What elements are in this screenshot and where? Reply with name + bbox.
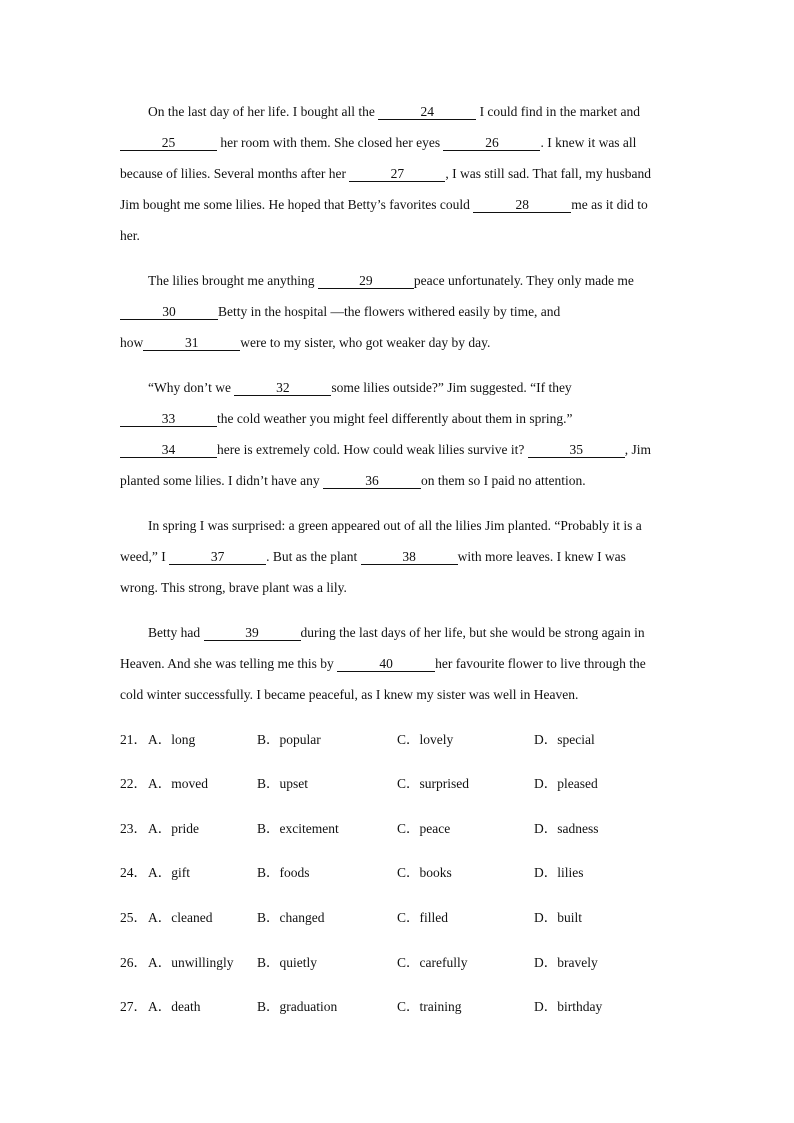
text: with more leaves. I knew I was xyxy=(457,549,626,564)
text: during the last days of her life, but she would be strong again in xyxy=(300,625,645,640)
blank-31: 31 xyxy=(143,336,240,351)
option-d: D．special xyxy=(534,732,595,747)
option-b: B．quietly xyxy=(257,955,317,970)
text: . But as the plant xyxy=(266,549,361,564)
blank-27: 27 xyxy=(349,167,445,182)
blank-24: 24 xyxy=(378,105,476,120)
paragraph-line xyxy=(120,442,651,458)
option-d: D．lilies xyxy=(534,865,584,880)
question-25 xyxy=(120,910,680,926)
question-number: 22． xyxy=(120,776,147,791)
text: the cold weather you might feel differently about them in spring.” xyxy=(217,411,573,426)
text: Betty had xyxy=(148,625,204,640)
paragraph-line xyxy=(148,273,634,289)
blank-30: 30 xyxy=(120,305,218,320)
text: , I was still sad. That fall, my husband xyxy=(445,166,652,181)
question-26 xyxy=(120,955,680,971)
paragraph-line xyxy=(148,380,572,396)
blank-32: 32 xyxy=(234,381,331,396)
paragraph-line xyxy=(120,580,347,596)
paragraph-line xyxy=(120,335,490,351)
text: On the last day of her life. I bought all the xyxy=(148,104,379,119)
text: me as it did to xyxy=(571,197,648,212)
text: peace unfortunately. They only made me xyxy=(413,273,634,288)
question-22 xyxy=(120,776,680,792)
text: Jim bought me some lilies. He hoped that Betty’s favorites could xyxy=(120,197,474,212)
text: . I knew it was all xyxy=(540,135,637,150)
option-c: C．lovely xyxy=(397,732,454,747)
text: her favourite flower to live through the xyxy=(435,656,646,671)
option-d: D．bravely xyxy=(534,955,598,970)
text: her. xyxy=(120,228,140,243)
question-number: 23． xyxy=(120,821,147,836)
paragraph-line xyxy=(120,304,560,320)
blank-25: 25 xyxy=(120,136,217,151)
paragraph-line xyxy=(120,166,651,182)
option-c: C．surprised xyxy=(397,776,469,791)
option-b: B．changed xyxy=(257,910,325,925)
option-a: A．pride xyxy=(148,821,199,836)
paragraph-line xyxy=(120,228,140,244)
blank-33: 33 xyxy=(120,412,217,427)
text: “Why don’t we xyxy=(148,380,235,395)
option-b: B．popular xyxy=(257,732,321,747)
blank-39: 39 xyxy=(204,626,301,641)
option-a: A．gift xyxy=(148,865,190,880)
text: on them so I paid no attention. xyxy=(420,473,586,488)
option-d: D．built xyxy=(534,910,583,925)
text: The lilies brought me anything xyxy=(148,273,318,288)
question-number: 21． xyxy=(120,732,147,747)
question-24 xyxy=(120,865,680,881)
option-b: B．excitement xyxy=(257,821,339,836)
text: here is extremely cold. How could weak lilies survive it? xyxy=(217,442,528,457)
option-c: C．peace xyxy=(397,821,451,836)
option-b: B．graduation xyxy=(257,999,338,1014)
option-b: B．upset xyxy=(257,776,309,791)
option-b: B．foods xyxy=(257,865,310,880)
text: were to my sister, who got weaker day by day. xyxy=(240,335,491,350)
question-number: 24． xyxy=(120,865,147,880)
text: some lilies outside?” Jim suggested. “If they xyxy=(331,380,572,395)
option-a: A．moved xyxy=(148,776,208,791)
paragraph-line xyxy=(120,135,636,151)
text: In spring I was surprised: a green appeared out of all the lilies Jim planted. “Probably it is a xyxy=(148,518,642,533)
option-d: D．sadness xyxy=(534,821,599,836)
blank-40: 40 xyxy=(337,657,435,672)
blank-28: 28 xyxy=(473,198,571,213)
text: cold winter successfully. I became peaceful, as I knew my sister was well in Heaven. xyxy=(120,687,579,702)
option-d: D．pleased xyxy=(534,776,598,791)
document-page xyxy=(120,0,680,1123)
paragraph-line xyxy=(148,625,645,641)
question-number: 26． xyxy=(120,955,147,970)
option-a: A．unwillingly xyxy=(148,955,234,970)
paragraph-line xyxy=(120,687,578,703)
blank-38: 38 xyxy=(361,550,458,565)
text: Heaven. And she was telling me this by xyxy=(120,656,338,671)
question-21 xyxy=(120,732,680,748)
text: her room with them. She closed her eyes xyxy=(217,135,444,150)
option-c: C．books xyxy=(397,865,452,880)
paragraph-line xyxy=(120,197,648,213)
option-c: C．carefully xyxy=(397,955,468,970)
text: planted some lilies. I didn’t have any xyxy=(120,473,323,488)
option-d: D．birthday xyxy=(534,999,603,1014)
blank-35: 35 xyxy=(528,443,625,458)
option-a: A．death xyxy=(148,999,201,1014)
paragraph-line xyxy=(148,518,642,534)
blank-29: 29 xyxy=(318,274,414,289)
question-number: 25． xyxy=(120,910,147,925)
paragraph-line xyxy=(120,411,573,427)
text: weed,” I xyxy=(120,549,170,564)
question-27 xyxy=(120,999,680,1015)
text: I could find in the market and xyxy=(476,104,641,119)
blank-26: 26 xyxy=(443,136,540,151)
paragraph-line xyxy=(120,549,626,565)
text: because of lilies. Several months after her xyxy=(120,166,350,181)
option-a: A．long xyxy=(148,732,196,747)
question-23 xyxy=(120,821,680,837)
text: , Jim xyxy=(624,442,652,457)
text: Betty in the hospital —the flowers withered easily by time, and xyxy=(218,304,561,319)
paragraph-line xyxy=(120,656,646,672)
paragraph-line xyxy=(120,473,586,489)
text: how xyxy=(120,335,144,350)
text: wrong. This strong, brave plant was a lily. xyxy=(120,580,347,595)
question-number: 27． xyxy=(120,999,147,1014)
paragraph-line xyxy=(148,104,640,120)
option-a: A．cleaned xyxy=(148,910,213,925)
option-c: C．training xyxy=(397,999,462,1014)
option-c: C．filled xyxy=(397,910,448,925)
blank-36: 36 xyxy=(323,474,421,489)
blank-37: 37 xyxy=(169,550,266,565)
blank-34: 34 xyxy=(120,443,217,458)
